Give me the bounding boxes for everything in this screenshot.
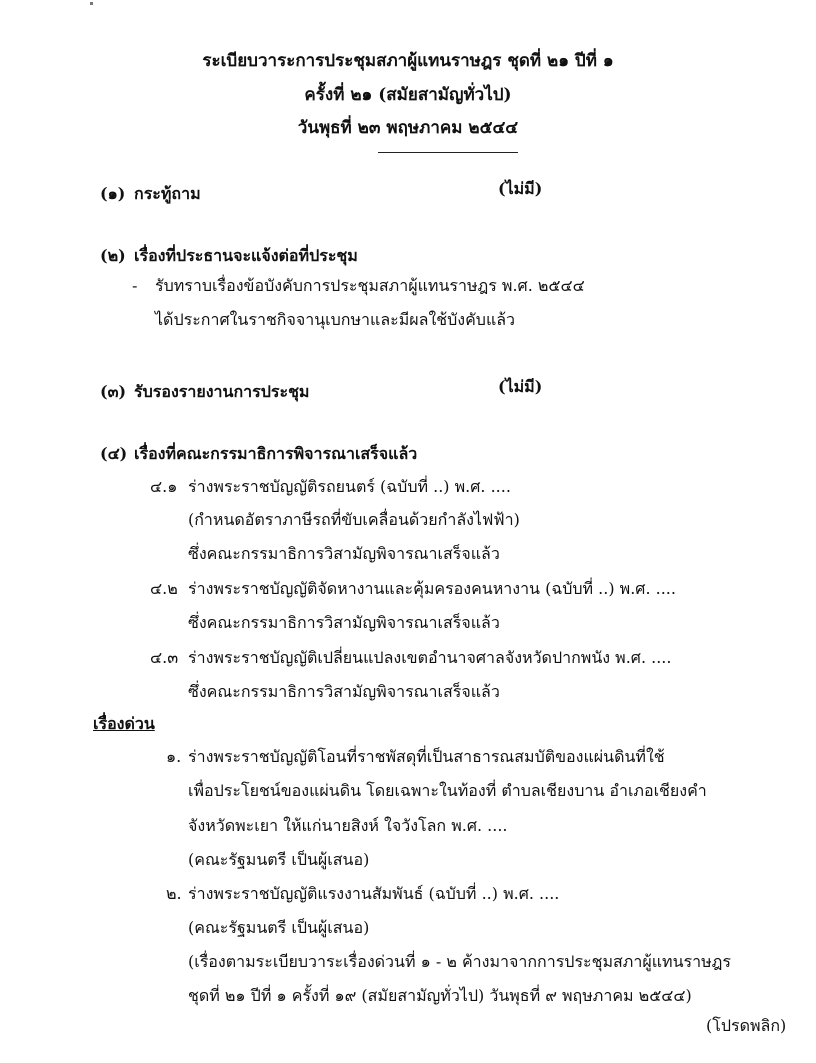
section-2-heading: เรื่องที่ประธานจะแจ้งต่อที่ประชุม bbox=[134, 246, 358, 265]
section-2-bullet: - bbox=[132, 276, 138, 295]
item-4-1-line-3: ซึ่งคณะกรรมาธิการวิสามัญพิจารณาเสร็จแล้ว bbox=[188, 544, 500, 563]
section-1-number: (๑) bbox=[100, 184, 126, 203]
urgent-item-1-line-1: ร่างพระราชบัญญัติโอนที่ราชพัสดุที่เป็นสาธารณสมบัติของแผ่นดินที่ใช้ bbox=[188, 747, 665, 766]
section-2-number: (๒) bbox=[100, 246, 126, 265]
scan-speck bbox=[90, 2, 93, 5]
section-2-body-line-2: ได้ประกาศในราชกิจจานุเบกษาและมีผลใช้บังคับแล้ว bbox=[155, 310, 516, 329]
urgent-item-2-line-2: (คณะรัฐมนตรี เป็นผู้เสนอ) bbox=[188, 918, 370, 937]
item-4-2-number: ๔.๒ bbox=[150, 579, 178, 598]
turn-over-note: (โปรดพลิก) bbox=[706, 1016, 787, 1035]
section-4-heading: เรื่องที่คณะกรรมาธิการพิจารณาเสร็จแล้ว bbox=[134, 444, 418, 463]
title-divider bbox=[378, 152, 518, 153]
urgent-item-2-line-1: ร่างพระราชบัญญัติแรงงานสัมพันธ์ (ฉบับที่ ..) พ.ศ. .... bbox=[188, 884, 560, 903]
section-1-status: (ไม่มี) bbox=[498, 179, 543, 198]
title-line-3: วันพุธที่ ๒๓ พฤษภาคม ๒๕๔๔ bbox=[297, 118, 519, 138]
title-line-1: ระเบียบวาระการประชุมสภาผู้แทนราษฎร ชุดที่ ๒๑ ปีที่ ๑ bbox=[202, 51, 614, 71]
urgent-item-1-line-3: จังหวัดพะเยา ให้แก่นายสิงห์ ใจวังโลก พ.ศ. .... bbox=[188, 816, 508, 835]
urgent-heading: เรื่องด่วน bbox=[93, 714, 155, 733]
section-1-heading: กระทู้ถาม bbox=[134, 184, 201, 203]
urgent-item-1-line-4: (คณะรัฐมนตรี เป็นผู้เสนอ) bbox=[188, 850, 370, 869]
item-4-2-line-2: ซึ่งคณะกรรมาธิการวิสามัญพิจารณาเสร็จแล้ว bbox=[188, 613, 500, 632]
item-4-1-line-2: (กำหนดอัตราภาษีรถที่ขับเคลื่อนด้วยกำลังไฟฟ้า) bbox=[188, 510, 520, 529]
title-line-2: ครั้งที่ ๒๑ (สมัยสามัญทั่วไป) bbox=[304, 85, 512, 105]
item-4-3-number: ๔.๓ bbox=[150, 648, 179, 667]
urgent-item-1-number: ๑. bbox=[166, 747, 182, 766]
item-4-2-title: ร่างพระราชบัญญัติจัดหางานและคุ้มครองคนหางาน (ฉบับที่ ..) พ.ศ. .... bbox=[188, 579, 676, 598]
section-3-status: (ไม่มี) bbox=[498, 377, 543, 396]
urgent-item-2-number: ๒. bbox=[166, 884, 182, 903]
section-2-body-line-1: รับทราบเรื่องข้อบังคับการประชุมสภาผู้แทนราษฎร พ.ศ. ๒๕๔๔ bbox=[155, 276, 585, 295]
urgent-note-line-1: (เรื่องตามระเบียบวาระเรื่องด่วนที่ ๑ - ๒ ค้างมาจากการประชุมสภาผู้แทนราษฎร bbox=[188, 952, 731, 971]
item-4-3-title: ร่างพระราชบัญญัติเปลี่ยนแปลงเขตอำนาจศาลจังหวัดปากพนัง พ.ศ. .... bbox=[188, 648, 672, 667]
item-4-1-title: ร่างพระราชบัญญัติรถยนตร์ (ฉบับที่ ..) พ.ศ. .... bbox=[188, 477, 511, 496]
item-4-1-number: ๔.๑ bbox=[150, 477, 178, 496]
section-3-number: (๓) bbox=[100, 382, 127, 401]
urgent-item-1-line-2: เพื่อประโยชน์ของแผ่นดิน โดยเฉพาะในท้องที่ ตำบลเชียงบาน อำเภอเชียงคำ bbox=[188, 781, 707, 800]
section-4-number: (๔) bbox=[100, 444, 128, 463]
item-4-3-line-2: ซึ่งคณะกรรมาธิการวิสามัญพิจารณาเสร็จแล้ว bbox=[188, 682, 500, 701]
section-3-heading: รับรองรายงานการประชุม bbox=[134, 382, 310, 401]
urgent-note-line-2: ชุดที่ ๒๑ ปีที่ ๑ ครั้งที่ ๑๙ (สมัยสามัญทั่วไป) วันพุธที่ ๙ พฤษภาคม ๒๕๔๔) bbox=[188, 986, 692, 1005]
